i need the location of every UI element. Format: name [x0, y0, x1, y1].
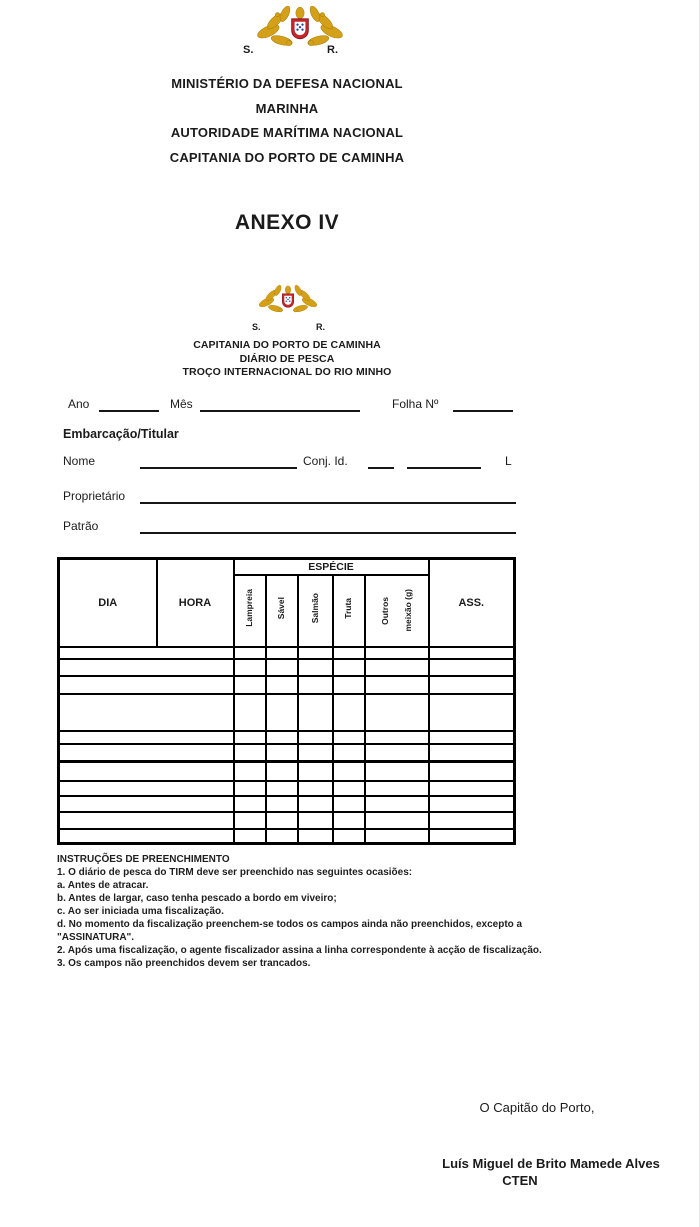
log-cell: [59, 796, 234, 812]
log-cell: [266, 762, 298, 781]
log-cell: [298, 762, 333, 781]
log-cell: [266, 647, 298, 659]
log-cell: [234, 812, 266, 829]
col-header-species: Sável: [266, 575, 298, 647]
conj-id-line-1: [368, 455, 394, 469]
log-cell: [59, 744, 234, 762]
col-header-species: Salmão: [298, 575, 333, 647]
col-header-ass: ASS.: [429, 559, 515, 647]
form-title-block: [0, 339, 574, 380]
log-cell: [429, 829, 515, 844]
mes-label: Mês: [170, 397, 193, 411]
log-cell: [365, 829, 429, 844]
log-row: [59, 731, 515, 744]
log-cell: [234, 676, 266, 694]
ano-label: Ano: [68, 397, 90, 411]
log-cell: [234, 829, 266, 844]
log-row: [59, 829, 515, 844]
log-row: [59, 676, 515, 694]
letterhead-line: MARINHA: [255, 100, 319, 116]
log-cell: [298, 694, 333, 731]
log-cell: [429, 744, 515, 762]
nome-field-line: [140, 455, 297, 469]
log-row: [59, 762, 515, 781]
log-cell: [266, 694, 298, 731]
log-cell: [59, 781, 234, 796]
log-cell: [365, 647, 429, 659]
col-group-especie: ESPÉCIE: [234, 559, 429, 575]
log-cell: [266, 796, 298, 812]
log-cell: [298, 812, 333, 829]
mes-field-line: [200, 398, 360, 412]
log-cell: [333, 659, 365, 676]
instruction-line: "ASSINATURA".: [57, 932, 135, 943]
section-title: Embarcação/Titular: [63, 427, 179, 441]
instruction-line: 3. Os campos não preenchidos devem ser trancados.: [57, 958, 311, 969]
log-cell: [266, 659, 298, 676]
log-cell: [298, 659, 333, 676]
log-cell: [429, 796, 515, 812]
log-cell: [333, 812, 365, 829]
log-cell: [333, 647, 365, 659]
log-cell: [234, 694, 266, 731]
log-cell: [333, 676, 365, 694]
log-cell: [59, 647, 234, 659]
nome-label: Nome: [63, 454, 96, 468]
patrao-label: Patrão: [63, 519, 99, 533]
log-cell: [59, 659, 234, 676]
instructions-block: [57, 853, 657, 970]
proprietario-field-line: [140, 490, 516, 504]
log-cell: [333, 744, 365, 762]
log-cell: [365, 659, 429, 676]
log-cell: [429, 647, 515, 659]
log-row: [59, 812, 515, 829]
log-cell: [234, 781, 266, 796]
letterhead: [0, 72, 574, 170]
instructions-lines: [57, 866, 657, 970]
letterhead-line: CAPITANIA DO PORTO DE CAMINHA: [169, 149, 405, 165]
instruction-line: c. Ao ser iniciada uma fiscalização.: [57, 906, 224, 917]
log-cell: [365, 676, 429, 694]
folha-label: Folha Nº: [392, 397, 439, 411]
log-cell: [298, 781, 333, 796]
sigla-r-small: R.: [316, 322, 325, 332]
instruction-line: b. Antes de largar, caso tenha pescado a bordo em viveiro;: [57, 893, 337, 904]
log-cell: [298, 647, 333, 659]
log-cell: [298, 744, 333, 762]
log-cell: [333, 781, 365, 796]
patrao-field-line: [140, 520, 516, 534]
log-cell: [59, 676, 234, 694]
log-cell: [429, 731, 515, 744]
log-cell: [298, 829, 333, 844]
conj-id-line-2: [407, 455, 481, 469]
log-cell: [333, 762, 365, 781]
l-label: L: [505, 454, 512, 468]
conj-id-label: Conj. Id.: [303, 454, 348, 468]
sigla-r: R.: [327, 44, 338, 56]
log-cell: [429, 812, 515, 829]
log-cell: [266, 676, 298, 694]
signature-role: O Capitão do Porto,: [479, 1100, 595, 1115]
form-title-line: DIÁRIO DE PESCA: [239, 352, 335, 365]
form-title-line: CAPITANIA DO PORTO DE CAMINHA: [193, 339, 381, 351]
coat-of-arms-small: [254, 284, 322, 321]
log-cell: [429, 694, 515, 731]
log-cell: [234, 731, 266, 744]
ano-field-line: [99, 398, 159, 412]
log-cell: [429, 762, 515, 781]
log-cell: [266, 812, 298, 829]
col-header-dia: DIA: [59, 559, 157, 647]
log-cell: [234, 762, 266, 781]
sigla-s: S.: [243, 44, 254, 56]
col-header-species: Lampreia: [234, 575, 266, 647]
col-header-hora: HORA: [157, 559, 234, 647]
log-row: [59, 694, 515, 731]
instruction-line: 2. Após uma fiscalização, o agente fiscalizador assina a linha correspondente à acção de fiscalização.: [57, 945, 542, 956]
proprietario-label: Proprietário: [63, 489, 126, 503]
coat-of-arms-small-graphic: [254, 284, 322, 316]
folha-field-line: [453, 398, 513, 412]
instructions-title: INSTRUÇÕES DE PREENCHIMENTO: [57, 854, 230, 865]
fishing-log-table: [57, 557, 516, 845]
log-cell: [59, 731, 234, 744]
log-cell: [234, 647, 266, 659]
log-row: [59, 781, 515, 796]
log-row: [59, 796, 515, 812]
log-cell: [59, 829, 234, 844]
instruction-line: 1. O diário de pesca do TIRM deve ser preenchido nas seguintes ocasiões:: [57, 867, 413, 878]
log-cell: [365, 694, 429, 731]
log-cell: [365, 731, 429, 744]
log-cell: [298, 796, 333, 812]
log-cell: [333, 829, 365, 844]
log-cell: [266, 829, 298, 844]
col-header-species: Truta: [333, 575, 365, 647]
log-row: [59, 647, 515, 659]
log-cell: [59, 762, 234, 781]
sigla-s-small: S.: [252, 322, 261, 332]
log-cell: [234, 744, 266, 762]
log-cell: [298, 676, 333, 694]
log-cell: [333, 796, 365, 812]
log-cell: [266, 744, 298, 762]
log-cell: [266, 781, 298, 796]
log-cell: [365, 744, 429, 762]
log-cell: [429, 659, 515, 676]
log-cell: [333, 731, 365, 744]
form-title-line: TROÇO INTERNACIONAL DO RIO MINHO: [182, 366, 392, 378]
letterhead-line: MINISTÉRIO DA DEFESA NACIONAL: [171, 76, 403, 91]
log-cell: [59, 694, 234, 731]
log-cell: [365, 762, 429, 781]
annex-title: ANEXO IV: [234, 211, 340, 234]
log-cell: [234, 796, 266, 812]
instruction-line: d. No momento da fiscalização preenchem-se todos os campos ainda não preenchidos, excepto a: [57, 919, 523, 930]
signature-rank: CTEN: [502, 1173, 538, 1188]
col-header-species-wide: Outros meixão (g): [365, 575, 429, 647]
log-cell: [333, 694, 365, 731]
log-cell: [59, 812, 234, 829]
log-cell: [429, 676, 515, 694]
log-cell: [266, 731, 298, 744]
log-cell: [234, 659, 266, 676]
log-cell: [365, 796, 429, 812]
log-cell: [429, 781, 515, 796]
instruction-line: a. Antes de atracar.: [57, 880, 149, 891]
log-cell: [365, 812, 429, 829]
log-row: [59, 659, 515, 676]
letterhead-line: AUTORIDADE MARÍTIMA NACIONAL: [170, 125, 404, 140]
signature-name: Luís Miguel de Brito Mamede Alves: [442, 1156, 660, 1171]
log-row: [59, 744, 515, 762]
log-cell: [298, 731, 333, 744]
log-cell: [365, 781, 429, 796]
log-rows: [59, 647, 515, 844]
